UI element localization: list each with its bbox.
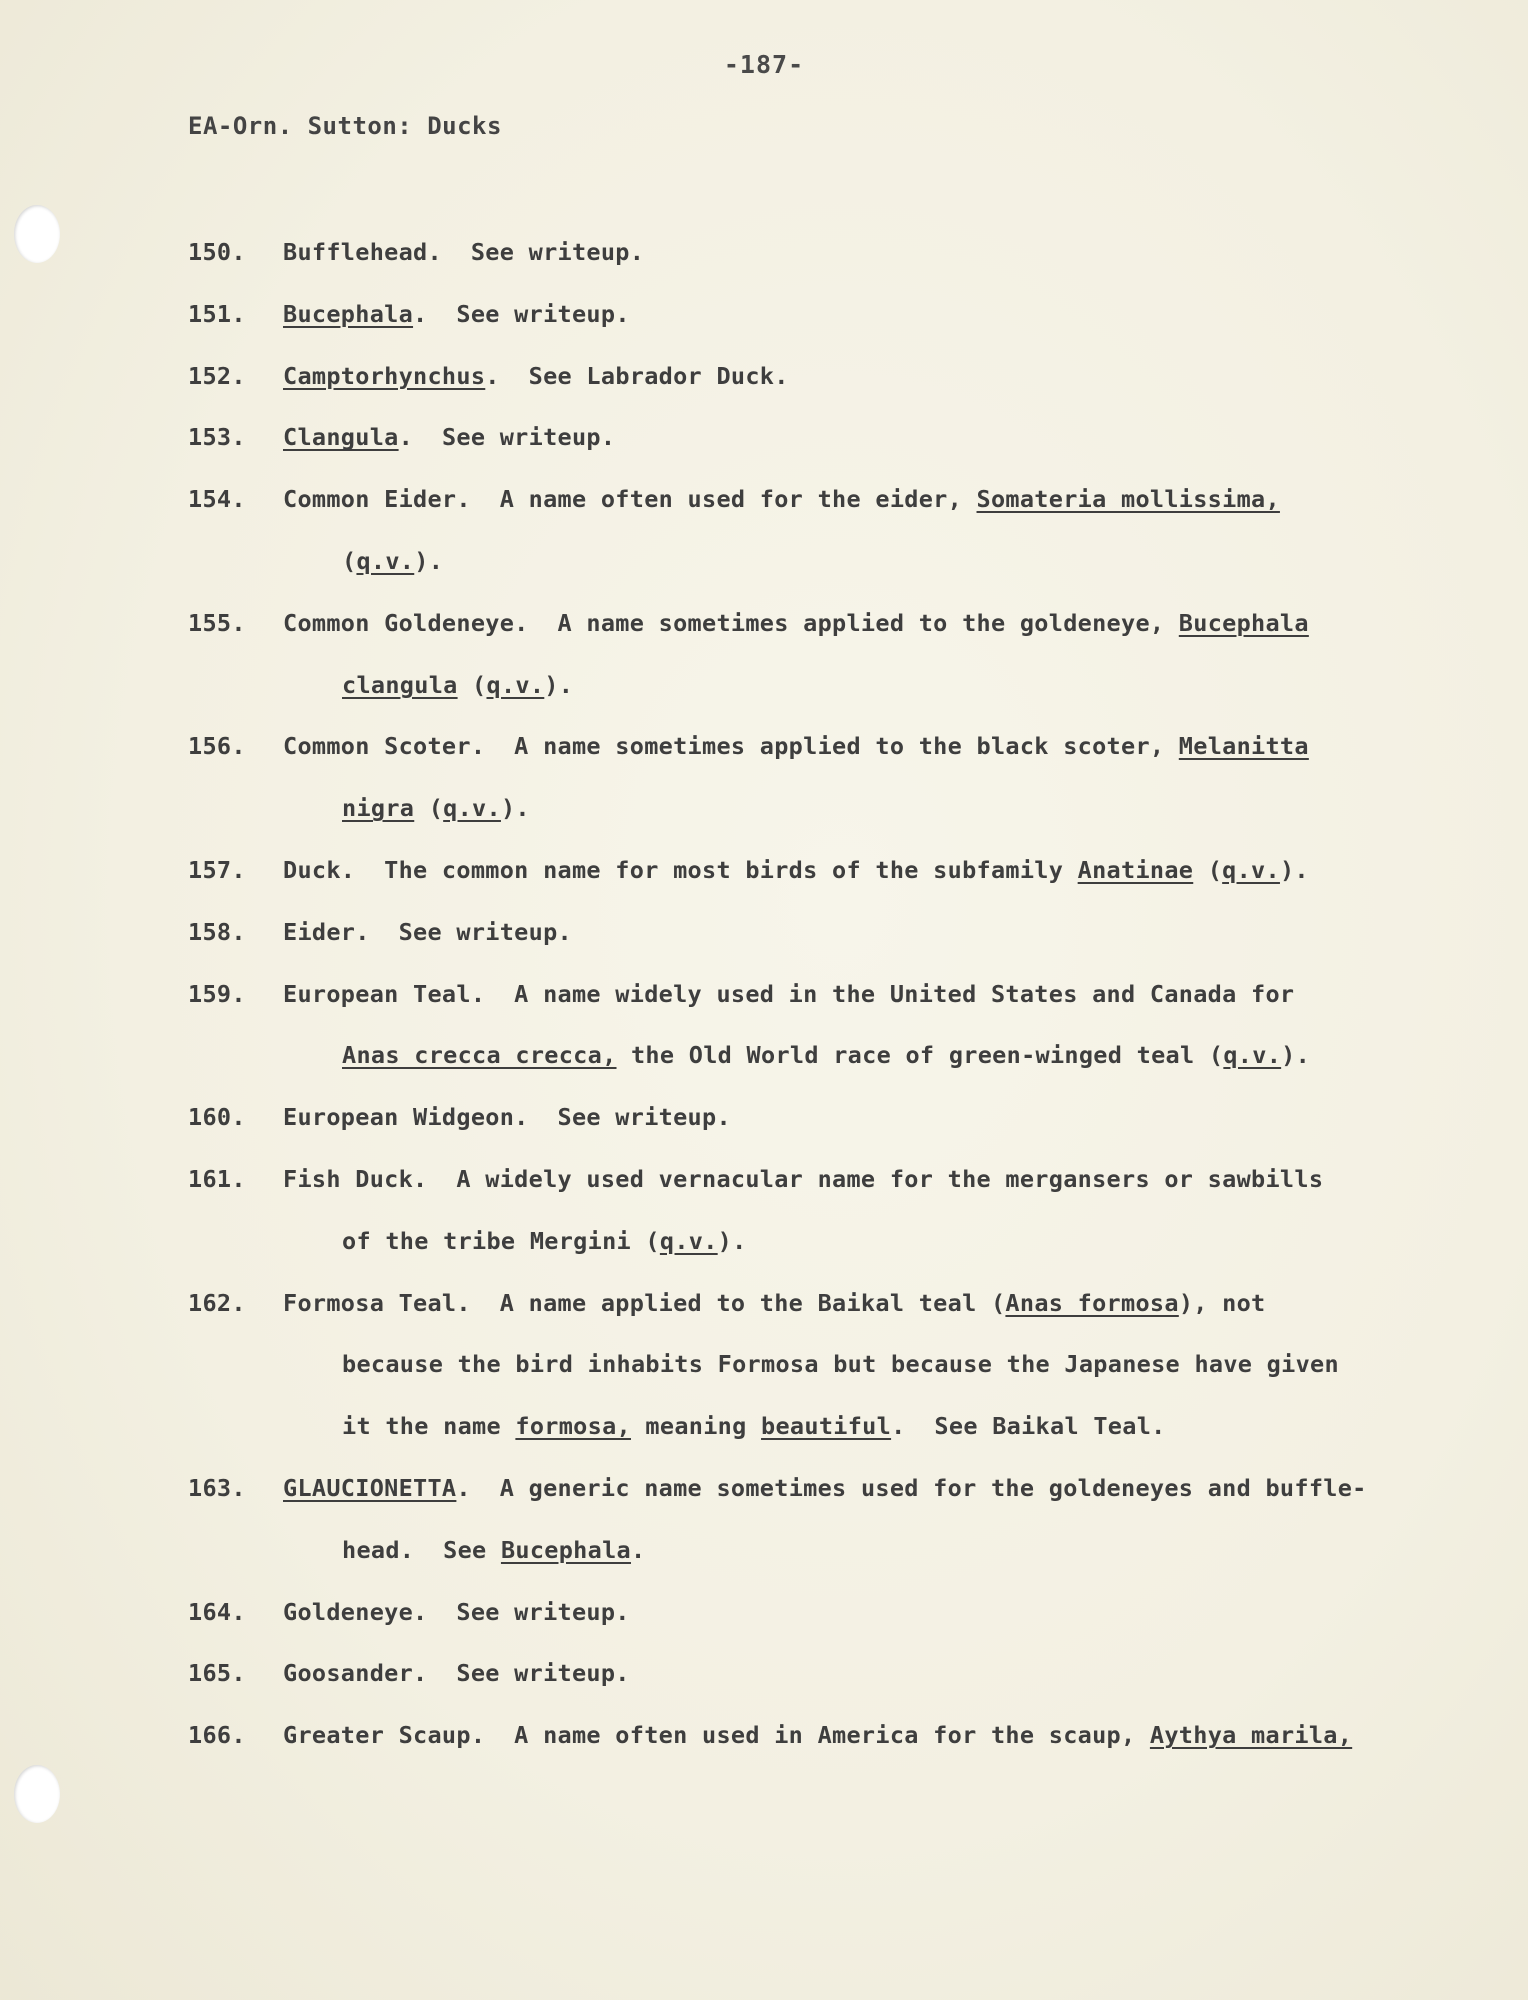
text-segment: Goosander. See writeup.	[283, 1659, 630, 1688]
entry-continuation-line	[0, 541, 1528, 603]
underlined-term: Camptorhynchus	[283, 361, 486, 390]
text-segment: Greater Scaup. A name often used in America for the scaup,	[283, 1721, 1150, 1750]
entry-continuation-line	[0, 1344, 1528, 1406]
entry-text	[342, 1344, 1339, 1384]
text-segment: ).	[717, 1226, 747, 1255]
text-segment: . See writeup.	[398, 423, 616, 452]
entry-text	[283, 1653, 630, 1693]
entry-text	[283, 1715, 1352, 1755]
entry-line	[0, 1653, 1528, 1715]
underlined-term: Somateria mollissima,	[976, 485, 1280, 514]
text-segment: .	[630, 1535, 646, 1564]
underlined-term: beautiful	[761, 1412, 892, 1441]
entry-text	[283, 479, 1280, 519]
entry-number: 156.	[188, 732, 246, 761]
text-segment: ).	[500, 794, 530, 823]
text-segment: because the bird inhabits Formosa but because the Japanese have given	[342, 1350, 1339, 1379]
entry-text	[283, 356, 789, 396]
entry-line	[0, 1468, 1528, 1530]
entry-line	[0, 417, 1528, 479]
entry-text	[342, 1035, 1310, 1075]
entry-continuation-line	[0, 665, 1528, 727]
entry-number: 159.	[188, 979, 246, 1008]
page-number: -187-	[723, 50, 805, 79]
entry-text	[283, 603, 1309, 643]
text-segment: Common Scoter. A name sometimes applied to the black scoter,	[283, 732, 1179, 761]
entry-continuation-line	[0, 788, 1528, 850]
entry-text	[342, 1530, 645, 1570]
text-segment: of the tribe Mergini (	[342, 1226, 660, 1255]
text-segment: ), not	[1178, 1288, 1266, 1317]
entry-continuation-line	[0, 1221, 1528, 1283]
entry-text	[283, 232, 644, 272]
underlined-term: Bucephala	[283, 299, 414, 328]
entry-line	[0, 1159, 1528, 1221]
underlined-term: Melanitta	[1178, 732, 1309, 761]
entry-number: 157.	[188, 855, 246, 884]
text-segment: head. See	[342, 1535, 501, 1564]
underlined-term: q.v.	[356, 546, 415, 575]
entry-list	[0, 232, 1528, 1777]
entry-text	[283, 850, 1309, 890]
entry-line	[0, 356, 1528, 418]
entry-text	[283, 974, 1294, 1014]
entry-line	[0, 1283, 1528, 1345]
entry-text	[342, 541, 443, 581]
entry-text	[283, 1592, 630, 1632]
document-header: EA-Orn. Sutton: Ducks	[188, 112, 502, 140]
entry-number: 161.	[188, 1164, 246, 1193]
underlined-term: clangula	[342, 670, 458, 699]
entry-text	[283, 726, 1309, 766]
entry-number: 158.	[188, 917, 246, 946]
entry-line	[0, 1592, 1528, 1654]
underlined-term: q.v.	[1222, 855, 1280, 884]
text-segment: . See Labrador Duck.	[485, 361, 789, 390]
underlined-term: formosa,	[515, 1412, 631, 1441]
underlined-term: Anas crecca crecca,	[342, 1041, 617, 1070]
entry-number: 164.	[188, 1597, 246, 1626]
entry-number: 165.	[188, 1659, 246, 1688]
entry-text	[283, 294, 630, 334]
text-segment: . See writeup.	[413, 299, 630, 328]
entry-number: 166.	[188, 1721, 246, 1750]
entry-continuation-line	[0, 1530, 1528, 1592]
entry-line	[0, 1097, 1528, 1159]
underlined-term: Bucephala	[500, 1535, 631, 1564]
entry-text	[283, 1097, 731, 1137]
underlined-term: nigra	[342, 794, 415, 823]
text-segment: European Widgeon. See writeup.	[283, 1103, 731, 1132]
text-segment: meaning	[630, 1412, 762, 1441]
entry-line	[0, 1715, 1528, 1777]
entry-number: 160.	[188, 1103, 246, 1132]
underlined-term: q.v.	[486, 670, 545, 699]
entry-text	[283, 417, 615, 457]
text-segment: Eider. See writeup.	[283, 917, 572, 946]
text-segment: (	[457, 670, 487, 699]
text-segment: Goldeneye. See writeup.	[283, 1597, 630, 1626]
text-segment: Formosa Teal. A name applied to the Baikal teal (	[283, 1288, 1006, 1317]
entry-number: 151.	[188, 299, 246, 328]
entry-text	[342, 1406, 1166, 1446]
entry-text	[283, 912, 572, 952]
text-segment: Common Eider. A name often used for the eider,	[283, 485, 977, 514]
entry-line	[0, 603, 1528, 665]
entry-continuation-line	[0, 1406, 1528, 1468]
entry-number: 163.	[188, 1473, 246, 1502]
entry-continuation-line	[0, 1035, 1528, 1097]
entry-text	[342, 1221, 747, 1261]
text-segment: (	[414, 794, 444, 823]
entry-number: 150.	[188, 238, 246, 266]
entry-number: 153.	[188, 423, 246, 452]
text-segment: Common Goldeneye. A name sometimes applied to the goldeneye,	[283, 608, 1179, 637]
underlined-term: q.v.	[1223, 1041, 1282, 1070]
text-segment: ).	[1281, 1041, 1311, 1070]
underlined-term: Aythya marila,	[1149, 1721, 1353, 1750]
entry-line	[0, 232, 1528, 294]
text-segment: it the name	[342, 1412, 516, 1441]
entry-number: 162.	[188, 1288, 246, 1317]
text-segment: ).	[544, 670, 574, 699]
entry-line	[0, 850, 1528, 912]
underlined-term: Anas formosa	[1005, 1288, 1179, 1317]
text-segment: the Old World race of green-winged teal (	[616, 1041, 1224, 1070]
entry-number: 154.	[188, 485, 246, 514]
entry-line	[0, 294, 1528, 356]
entry-text	[283, 1468, 1367, 1508]
underlined-term: q.v.	[659, 1226, 718, 1255]
text-segment: Bufflehead. See writeup.	[283, 238, 645, 266]
underlined-term: Clangula	[283, 423, 399, 452]
entry-line	[0, 479, 1528, 541]
entry-number: 152.	[188, 361, 246, 390]
text-segment: Duck. The common name for most birds of the subfamily	[283, 855, 1078, 884]
entry-text	[342, 788, 530, 828]
text-segment: (	[342, 546, 357, 575]
text-segment: ).	[414, 546, 444, 575]
text-segment: . A generic name sometimes used for the goldeneyes and buffle-	[456, 1473, 1367, 1502]
entry-line	[0, 726, 1528, 788]
text-segment: (	[1193, 855, 1223, 884]
entry-text	[283, 1283, 1266, 1323]
entry-text	[283, 1159, 1323, 1199]
entry-number: 155.	[188, 608, 246, 637]
text-segment: . See Baikal Teal.	[891, 1412, 1166, 1441]
underlined-term: Anatinae	[1077, 855, 1194, 884]
underlined-term: Bucephala	[1178, 608, 1309, 637]
underlined-term: q.v.	[443, 794, 501, 823]
entry-line	[0, 912, 1528, 974]
underlined-term: GLAUCIONETTA	[283, 1473, 457, 1502]
text-segment: European Teal. A name widely used in the United States and Canada for	[283, 979, 1295, 1008]
text-segment: Fish Duck. A widely used vernacular name for the mergansers or sawbills	[283, 1164, 1324, 1193]
entry-text	[342, 665, 573, 705]
entry-line	[0, 974, 1528, 1036]
text-segment: ).	[1279, 855, 1309, 884]
